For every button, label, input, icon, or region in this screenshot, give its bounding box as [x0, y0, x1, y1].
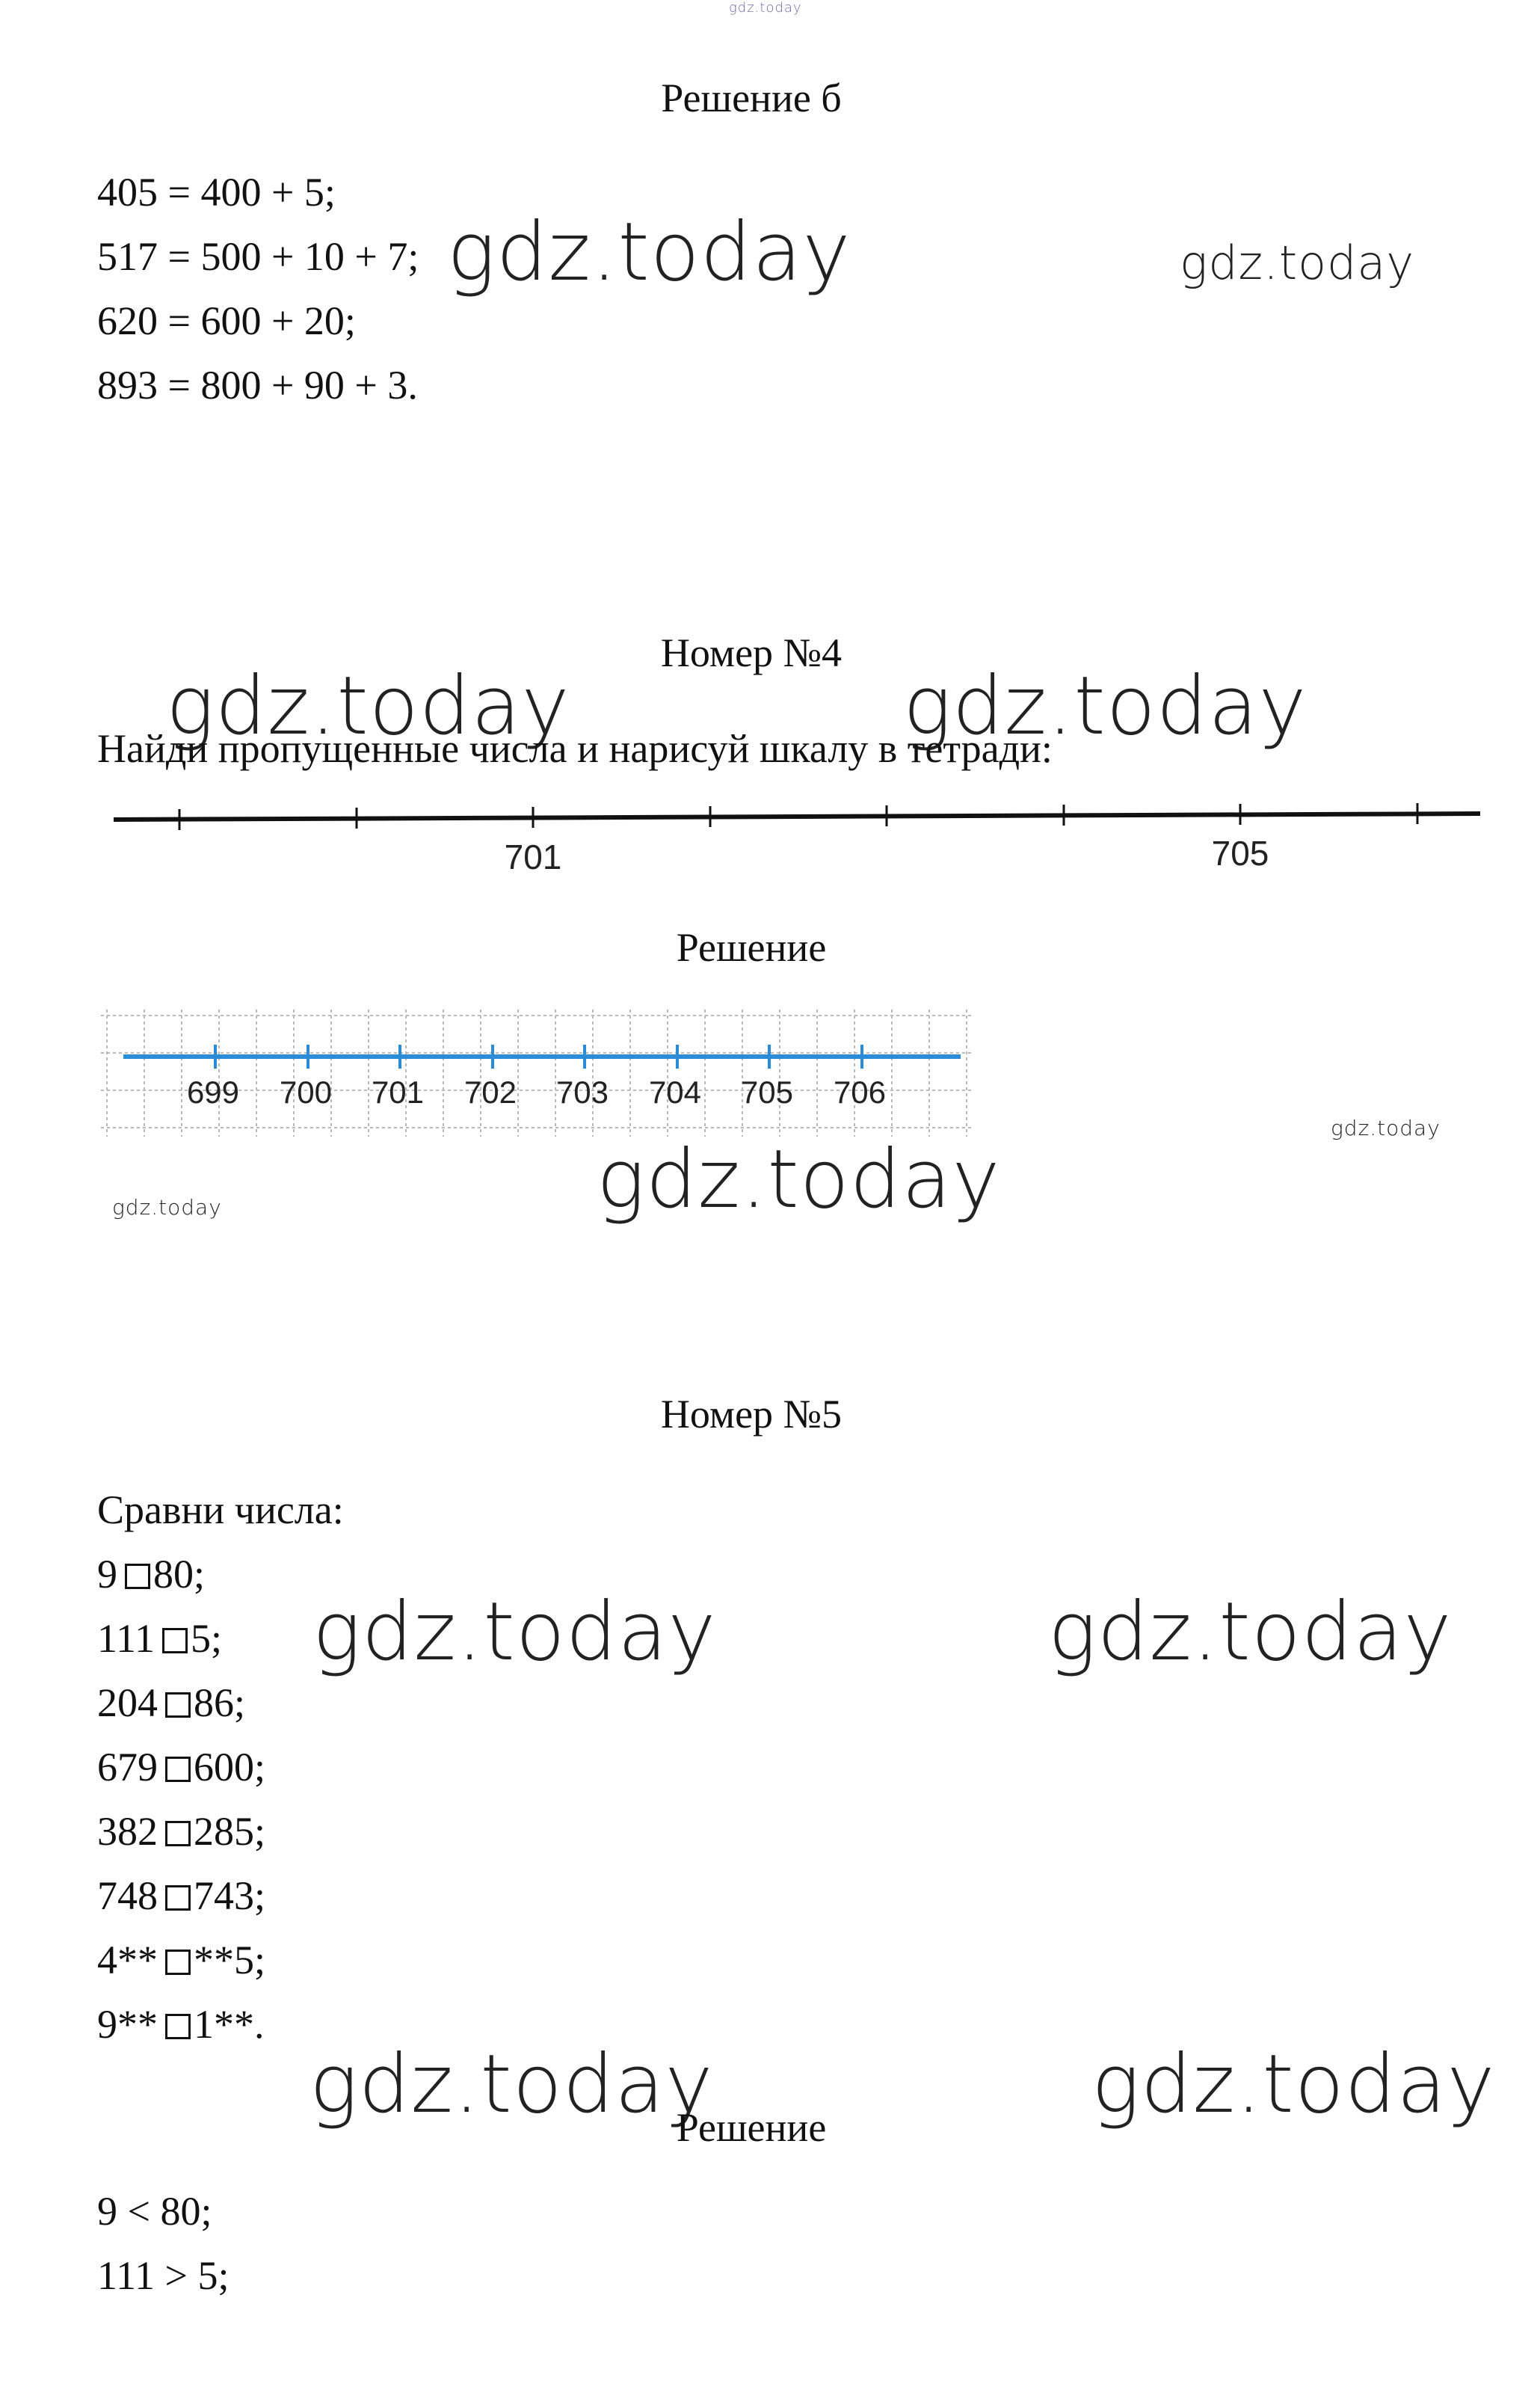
section-b-heading: Решение б: [661, 76, 842, 120]
task5-heading: Номер №5: [660, 1392, 843, 1437]
number-scale: [105, 793, 1488, 882]
comparison-line: 9** 1**.: [97, 2002, 265, 2047]
comparison-line: 204 86;: [97, 1680, 246, 1725]
comparison-box: [162, 1628, 188, 1653]
watermark: gdz.today: [312, 1585, 717, 1679]
comparison-line: 382 285;: [97, 1809, 266, 1854]
watermark: gdz.today: [166, 660, 570, 753]
solution-label: 702: [463, 1075, 517, 1110]
comparison-box: [165, 2014, 191, 2039]
watermark: gdz.today: [1331, 1116, 1441, 1140]
watermark: gdz.today: [309, 2038, 714, 2131]
scale-label: 701: [504, 838, 562, 876]
solution-label: 700: [279, 1075, 333, 1110]
task5-solution-heading: Решение: [676, 2105, 827, 2150]
watermark: gdz.today: [1091, 2038, 1496, 2131]
solution-scale: [101, 1010, 979, 1137]
task5-prompt: Сравни числа:: [97, 1487, 344, 1532]
comparison-box: [165, 1821, 191, 1846]
solution-label: 706: [833, 1075, 887, 1110]
watermark: gdz.today: [112, 1195, 222, 1220]
grid-paper: [101, 1010, 972, 1137]
comparison-line: 4** **5;: [97, 1938, 266, 1982]
watermark: gdz.today: [447, 206, 851, 299]
solution-label: 705: [740, 1075, 794, 1110]
solution-label: 704: [648, 1075, 702, 1110]
task4-solution-heading: Решение: [676, 925, 827, 970]
task4-prompt: Найди пропущенные числа и нарисуй шкалу в тетради:: [97, 726, 1053, 771]
watermark: gdz.today: [597, 1133, 1001, 1226]
solution-label: 701: [371, 1075, 425, 1110]
answer-line: 111 > 5;: [97, 2253, 230, 2298]
comparison-line: 679 600;: [97, 1745, 266, 1789]
comparison-line: 111 5;: [97, 1616, 223, 1661]
comparison-box: [165, 1950, 191, 1975]
watermark: gdz.today: [1048, 1585, 1453, 1679]
scale-line: [114, 814, 1480, 820]
comparison-box: [165, 1885, 191, 1911]
watermark-top: gdz.today: [729, 0, 802, 16]
scale-label: 705: [1211, 834, 1269, 873]
task4-heading: Номер №4: [660, 630, 843, 675]
comparison-line: 9 80;: [97, 1552, 206, 1597]
watermark: gdz.today: [1180, 236, 1415, 290]
comparison-box: [165, 1757, 191, 1782]
solution-label: 699: [186, 1075, 240, 1110]
equation-line: 893 = 800 + 90 + 3.: [97, 363, 418, 408]
equation-line: 517 = 500 + 10 + 7;: [97, 234, 419, 279]
equation-line: 620 = 600 + 20;: [97, 298, 356, 343]
comparison-box: [165, 1692, 191, 1718]
comparison-box: [125, 1564, 150, 1589]
equation-line: 405 = 400 + 5;: [97, 170, 336, 215]
watermark: gdz.today: [903, 660, 1308, 753]
solution-label: 703: [555, 1075, 609, 1110]
comparison-line: 748 743;: [97, 1873, 266, 1918]
answer-line: 9 < 80;: [97, 2189, 212, 2234]
